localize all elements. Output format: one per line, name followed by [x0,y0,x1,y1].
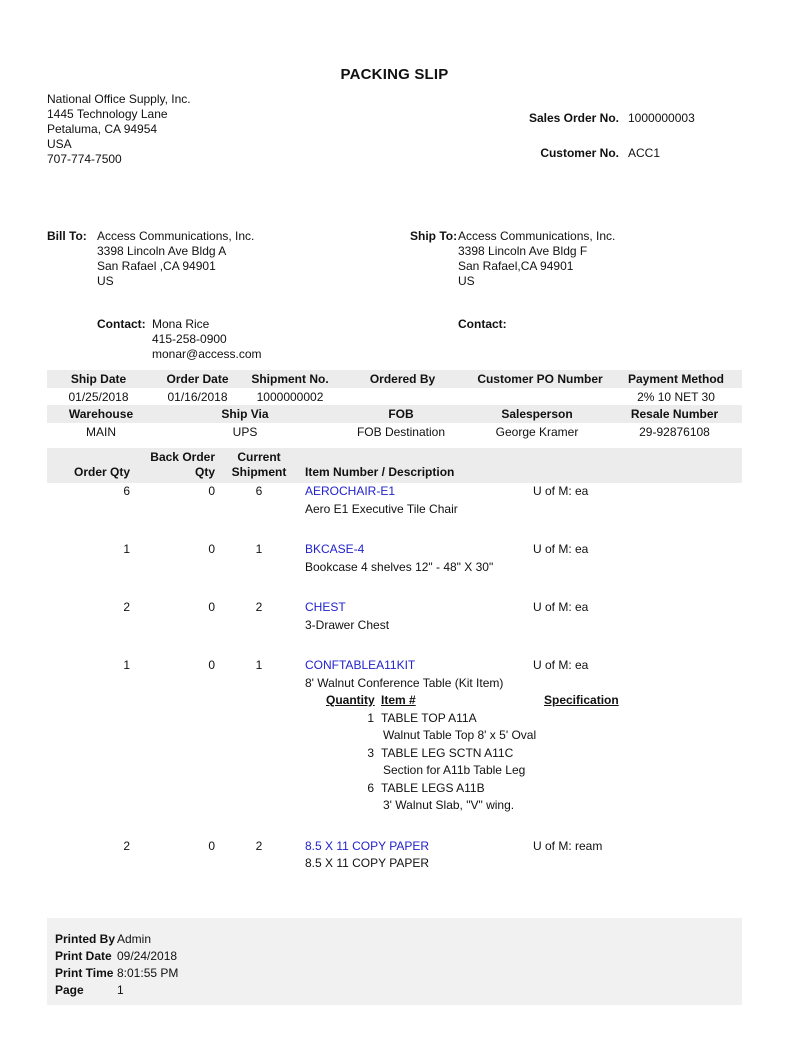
ship-contact-label: Contact: [458,317,507,331]
col-header: Shipment No. [245,370,335,388]
back-order-qty: 0 [208,484,215,498]
line-item-row-kit [47,657,742,815]
order-qty: 2 [123,600,130,614]
ship-to-block [410,229,742,362]
col-header: Ship Via [155,405,335,423]
col-header: Warehouse [47,405,155,423]
col-header: Ordered By [335,370,470,388]
col-header: Payment Method [610,370,742,388]
order-qty-header: Order Qty [73,465,130,479]
salesperson-value: George Kramer [495,425,579,439]
order-qty: 1 [123,658,130,672]
kit-quantity-header: Quantity [326,693,375,707]
logistics-value-row [47,423,742,441]
item-description: Bookcase 4 shelves 12" - 48" X 30" [305,559,494,574]
company-block [47,92,191,167]
item-number-link[interactable]: BKCASE-4 [305,542,365,556]
uom-value: U of M: ea [533,484,589,498]
back-order-qty: 0 [208,838,215,853]
current-shipment-qty: 2 [255,600,263,614]
ordered-by-value [335,388,470,406]
bill-to-contact [97,317,410,362]
print-time-value: 8:01:55 PM [117,966,179,980]
bill-to-address: Access Communications, Inc. 3398 Lincoln Ave Bldg A San Rafael ,CA 94901 US [97,229,255,288]
ship-date-value: 01/25/2018 [68,390,129,404]
order-info-block [455,111,742,160]
page-title: PACKING SLIP [340,66,449,83]
print-date-label: Print Date [55,949,112,963]
order-qty: 2 [123,838,130,853]
company-phone: 707-774-7500 [47,152,122,166]
back-order-qty: 0 [208,658,215,672]
uom-value: U of M: ea [533,600,589,614]
uom-value: U of M: ream [533,838,603,853]
bill-contact-email: monar@access.com [152,347,262,361]
ship-to-contact [458,317,742,332]
item-number-link[interactable]: CHEST [305,600,346,614]
fob-value: FOB Destination [356,425,446,439]
print-info-footer [47,918,742,1005]
current-shipment-qty: 2 [255,838,263,853]
item-description: 3-Drawer Chest [305,617,390,632]
current-shipment-header: Current Shipment [231,450,287,479]
kit-component-item: TABLE LEGS A11B [381,780,485,795]
item-description-header: Item Number / Description [305,465,455,479]
line-item-row [47,599,742,634]
item-description: 8' Walnut Conference Table (Kit Item) [305,675,504,690]
warehouse-value: MAIN [86,425,116,439]
back-order-qty: 0 [208,542,215,556]
item-description: Aero E1 Executive Tile Chair [305,501,458,516]
logistics-header-row [47,405,742,423]
col-header: Salesperson [467,405,607,423]
company-address-line: USA [47,137,72,151]
col-header: Resale Number [607,405,742,423]
customer-no-value: ACC1 [628,146,661,160]
bill-contact-phone: 415-258-0900 [152,332,227,346]
shipment-info-table [47,370,742,406]
shipment-info-header-row [47,370,742,388]
back-order-qty-header: Back Order Qty [150,450,215,479]
kit-component-row [326,745,742,763]
item-number-link[interactable]: 8.5 X 11 COPY PAPER [305,838,430,853]
addresses-section [47,229,742,362]
kit-component-qty: 3 [367,745,374,760]
customer-no-label: Customer No. [540,146,619,160]
col-header: Customer PO Number [470,370,610,388]
kit-component-row [326,780,742,798]
line-items-header [47,448,742,483]
ship-to-address: Access Communications, Inc. 3398 Lincoln Ave Bldg F San Rafael,CA 94901 US [458,229,616,288]
company-address-line: Petaluma, CA 94954 [47,122,158,136]
kit-component-row [326,710,742,728]
ship-via-value: UPS [232,425,258,439]
customer-po-value [470,388,610,406]
uom-value: U of M: ea [533,658,589,672]
page-number-value: 1 [117,983,124,997]
kit-specification-header: Specification [544,693,619,707]
bill-contact-name: Mona Rice [152,317,210,331]
bill-contact-label: Contact: [97,317,146,331]
line-items-table [47,448,742,896]
current-shipment-qty: 6 [255,484,263,498]
kit-component-desc: 3' Walnut Slab, "V" wing. [383,798,515,812]
order-qty: 6 [123,484,130,498]
back-order-qty: 0 [208,600,215,614]
kit-component-desc: Section for A11b Table Leg [383,763,526,777]
print-time-label: Print Time [55,966,114,980]
page-number-row [55,982,742,999]
col-header: Ship Date [47,370,150,388]
item-number-link[interactable]: CONFTABLEA11KIT [305,658,416,672]
company-address-line: 1445 Technology Lane [47,107,168,121]
resale-number-value: 29-92876108 [639,425,710,439]
current-shipment-qty: 1 [255,542,263,556]
order-date-value: 01/16/2018 [167,390,228,404]
kit-header-row [326,692,742,710]
kit-component-item: TABLE TOP A11A [381,710,477,725]
shipment-no-value: 1000000002 [256,390,324,404]
kit-item-header: Item # [381,693,416,707]
logistics-info-table [47,405,742,441]
col-header: Order Date [150,370,245,388]
line-item-row [47,483,742,518]
print-date-row [55,948,742,965]
sales-order-row [455,111,742,125]
uom-value: U of M: ea [533,542,589,556]
printed-by-row [55,931,742,948]
print-date-value: 09/24/2018 [117,949,178,963]
customer-no-row [455,146,742,160]
shipment-info-value-row [47,388,742,406]
kit-components-table [326,692,742,815]
line-item-row [47,541,742,576]
printed-by-label: Printed By [55,932,116,946]
bill-to-block [47,229,410,362]
item-number-link[interactable]: AEROCHAIR-E1 [305,484,396,498]
col-header: FOB [335,405,467,423]
company-name: National Office Supply, Inc. [47,92,191,106]
kit-component-desc: Walnut Table Top 8' x 5' Oval [383,728,537,742]
page-number-label: Page [55,983,84,997]
item-description: 8.5 X 11 COPY PAPER [305,856,430,870]
print-time-row [55,965,742,982]
kit-component-qty: 6 [367,780,374,795]
kit-component-qty: 1 [367,710,374,725]
printed-by-value: Admin [117,932,152,946]
sales-order-label: Sales Order No. [528,111,619,125]
line-item-row [47,838,742,873]
payment-method-value: 2% 10 NET 30 [637,390,715,404]
sales-order-value: 1000000003 [628,111,695,125]
order-qty: 1 [123,542,130,556]
current-shipment-qty: 1 [255,658,263,672]
kit-component-item: TABLE LEG SCTN A11C [381,745,514,760]
bill-to-label: Bill To: [47,229,87,243]
ship-to-label: Ship To: [410,229,458,243]
